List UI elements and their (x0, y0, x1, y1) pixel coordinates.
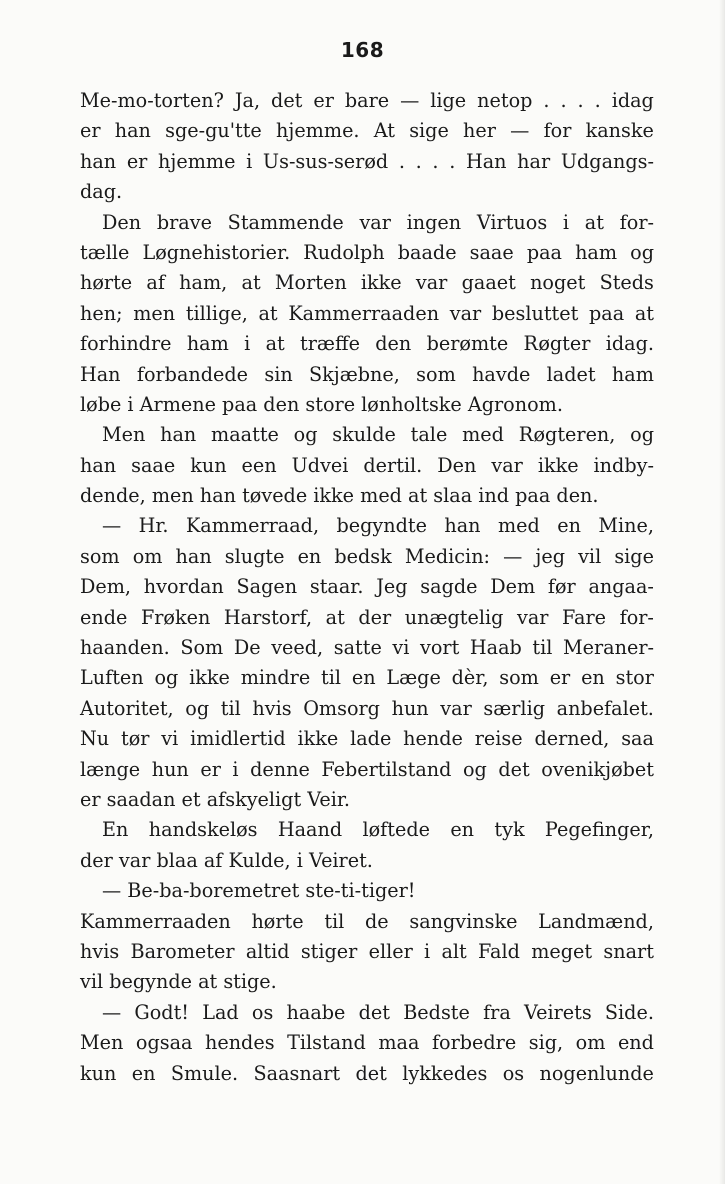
text-line: Den brave Stammende var ingen Virtuos i at for- (102, 210, 654, 234)
text-line: som om han slugte en bedsk Medicin: — jeg vil sige (80, 544, 654, 568)
page-number: 168 (340, 38, 385, 62)
text-line: hørte af ham, at Morten ikke var gaaet noget Steds (80, 271, 654, 295)
text-line: Autoritet, og til hvis Omsorg hun var særlig anbefalet. (80, 696, 654, 720)
text-line: Nu tør vi imidlertid ikke lade hende reise derned, saa (80, 727, 654, 751)
text-line: han saae kun een Udvei dertil. Den var ikke indby- (80, 453, 654, 477)
text-line: løbe i Armene paa den store lønholtske Agronom. (80, 392, 563, 416)
text-line: Men ogsaa hendes Tilstand maa forbedre sig, om end (80, 1031, 654, 1055)
text-line: der var blaa af Kulde, i Veiret. (80, 848, 373, 872)
text-line: Dem, hvordan Sagen staar. Jeg sagde Dem før angaa- (80, 575, 654, 599)
text-line: Men han maatte og skulde tale med Røgteren, og (102, 423, 654, 447)
text-line: — Godt! Lad os haabe det Bedste fra Veirets Side. (102, 1000, 654, 1024)
text-line: — Be-ba-boremetret ste-ti-tiger! (102, 879, 416, 903)
text-line: dag. (80, 180, 123, 204)
text-line: dende, men han tøvede ikke med at slaa ind paa den. (80, 484, 599, 508)
text-line: Han forbandede sin Skjæbne, som havde ladet ham (80, 362, 654, 386)
text-line: forhindre ham i at træffe den berømte Røgter idag. (80, 332, 654, 356)
text-line: tælle Løgnehistorier. Rudolph baade saae paa ham og (80, 240, 654, 264)
text-line: haanden. Som De veed, satte vi vort Haab til Meraner- (80, 636, 654, 660)
text-line: vil begynde at stige. (80, 970, 277, 994)
text-line: hvis Barometer altid stiger eller i alt Fald meget snart (80, 939, 654, 963)
text-line: Luften og ikke mindre til en Læge dèr, som er en stor (80, 666, 654, 690)
text-line: længe hun er i denne Febertilstand og det ovenikjøbet (80, 757, 654, 781)
text-line: er han sge-gu'tte hjemme. At sige her — for kanske (80, 119, 654, 143)
page-edge-shadow (719, 0, 725, 1184)
text-line: kun en Smule. Saasnart det lykkedes os nogenlunde (80, 1061, 654, 1085)
text-line: ende Frøken Harstorf, at der unægtelig var Fare for- (80, 605, 654, 629)
text-line: Me-mo-torten? Ja, det er bare — lige netop . . . . idag (80, 89, 654, 112)
text-line: Kammerraaden hørte til de sangvinske Landmænd, (80, 909, 654, 933)
text-line: hen; men tillige, at Kammerraaden var besluttet paa at (80, 301, 654, 325)
text-line: han er hjemme i Us-sus-serød . . . . Han har Udgangs- (80, 149, 654, 173)
body-text (80, 86, 654, 1089)
text-line: er saadan et afskyeligt Veir. (80, 787, 351, 811)
text-line: En handskeløs Haand løftede en tyk Pegefinger, (102, 818, 654, 842)
text-line: — Hr. Kammerraad, begyndte han med en Mine, (102, 514, 654, 538)
